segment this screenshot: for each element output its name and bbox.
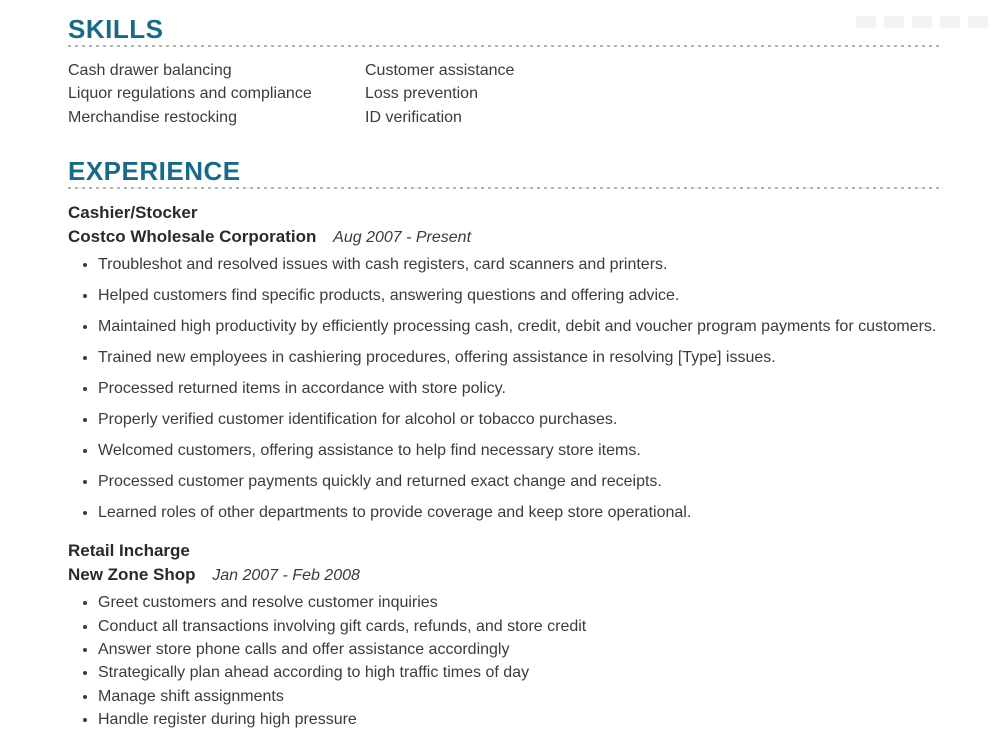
job-bullet: • Manage shift assignments: [98, 685, 942, 708]
job-bullet: • Strategically plan ahead according to high traffic times of day: [98, 661, 942, 684]
skill-item: Loss prevention: [365, 85, 478, 103]
skills-column-1: [68, 59, 365, 129]
job-bullet: • Answer store phone calls and offer assistance accordingly: [98, 638, 942, 661]
job-bullet: • Troubleshot and resolved issues with cash registers, card scanners and printers.: [98, 253, 942, 276]
skill-item: Customer assistance: [365, 62, 515, 79]
job-bullet: • Greet customers and resolve customer inquiries: [98, 591, 942, 614]
job-company: Costco Wholesale Corporation: [68, 227, 317, 247]
skill-item: Cash drawer balancing: [68, 62, 232, 79]
skills-section: [68, 14, 942, 129]
job-dates: Aug 2007 - Present: [333, 229, 472, 247]
experience-section-title: EXPERIENCE: [68, 156, 241, 187]
job-role: Cashier/Stocker: [68, 203, 198, 223]
job-bullet: • Maintained high productivity by efficiently processing cash, credit, debit and voucher program payments for customers.: [98, 315, 942, 338]
job-role: Retail Incharge: [68, 541, 190, 561]
job-dates: Jan 2007 - Feb 2008: [212, 567, 360, 585]
watermark: [856, 16, 988, 28]
job-bullet: • Handle register during high pressure: [98, 708, 942, 731]
job-bullet: • Processed returned items in accordance with store policy.: [98, 377, 942, 400]
job-bullet: • Welcomed customers, offering assistance to help find necessary store items.: [98, 439, 942, 462]
skill-item: ID verification: [365, 108, 462, 126]
job-bullet: • Conduct all transactions involving gift cards, refunds, and store credit: [98, 615, 942, 638]
skill-item: Liquor regulations and compliance: [68, 85, 312, 103]
skills-list: [68, 59, 942, 129]
job-cashier-stocker: [68, 201, 942, 524]
skill-item: Merchandise restocking: [68, 108, 237, 126]
job-meta: [68, 563, 942, 588]
experience-divider: [68, 187, 942, 189]
job-bullet: • Properly verified customer identification for alcohol or tobacco purchases.: [98, 408, 942, 431]
job-bullet: • Learned roles of other departments to provide coverage and keep store operational.: [98, 501, 942, 524]
job-meta: [68, 225, 942, 250]
job-bullet: • Trained new employees in cashiering procedures, offering assistance in resolving [Type] issues.: [98, 346, 942, 369]
job-bullet-list: [68, 591, 942, 731]
skills-section-title: SKILLS: [68, 14, 164, 44]
job-bullet-list: [68, 253, 942, 524]
job-bullet: • Processed customer payments quickly and returned exact change and receipts.: [98, 470, 942, 493]
skills-divider: [68, 45, 942, 47]
job-retail-incharge: [68, 539, 942, 731]
job-company: New Zone Shop: [68, 565, 196, 585]
skills-column-2: [365, 59, 514, 129]
experience-section: [68, 156, 942, 731]
job-bullet: • Helped customers find specific products, answering questions and offering advice.: [98, 284, 942, 307]
